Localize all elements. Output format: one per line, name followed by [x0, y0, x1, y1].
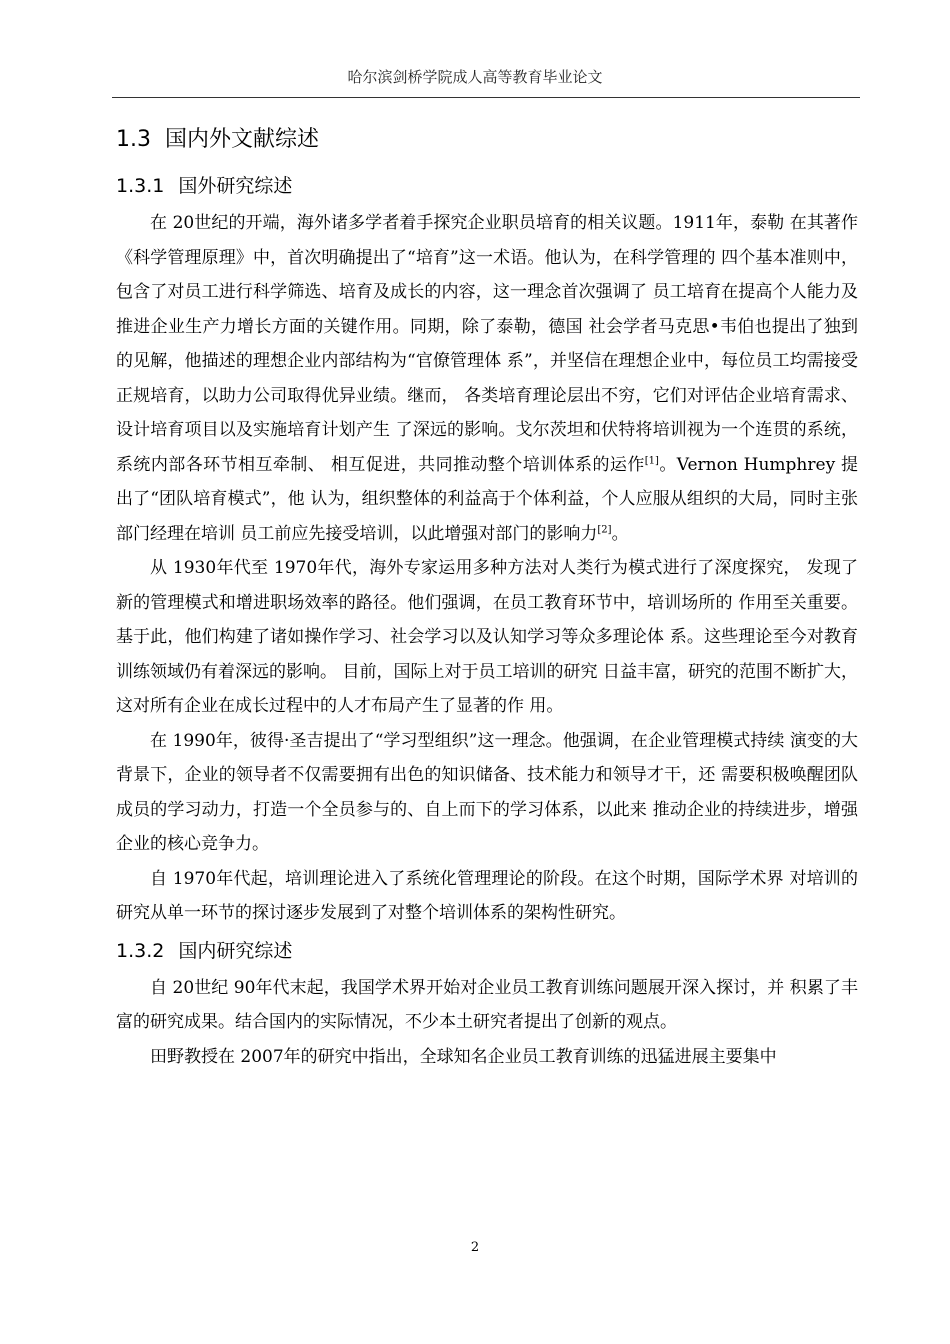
subsection-number: 1.3.2	[116, 939, 165, 962]
paragraph-1990s-domestic: 自 20世纪 90年代末起，我国学术界开始对企业员工教育训练问题展开深入探讨，并 积累了丰富的研究成果。结合国内的实际情况，不少本土研究者提出了创新的观点。	[116, 977, 858, 1032]
header-divider	[112, 97, 860, 98]
section-title: 国内外文献综述	[165, 127, 320, 152]
section-heading	[116, 118, 858, 162]
paragraph-tianye-2007: 田野教授在 2007年的研究中指出，全球知名企业员工教育训练的迅猛进展主要集中	[150, 1046, 777, 1067]
subsection-title: 国内研究综述	[178, 939, 293, 962]
document-body	[116, 118, 858, 1074]
subsection-title: 国外研究综述	[178, 175, 293, 197]
subsection-heading-domestic	[116, 931, 858, 971]
page-header: 哈尔滨剑桥学院成人高等教育毕业论文	[347, 68, 603, 86]
paragraph-1930s-1970s: 从 1930年代至 1970年代，海外专家运用多种方法对人类行为模式进行了深度探究， 发现了新的管理模式和增进职场效率的路径。他们强调，在员工教育环节中，培训场所的 作用至关重要。基于此，他们构建了诸如操作学习、社会学习以及认知学习等众多理论体 系。这些理论至今对教育训练领域仍有着深远的影响。 目前，国际上对于员工培训的研究 日益丰富，研究的范围不断扩大，这对所有企业在成长过程中的人才布局产生了显著的作 用。	[116, 558, 858, 716]
subsection-heading-foreign	[116, 166, 858, 206]
paragraph-taylor-weber: 在 20世纪的开端，海外诸多学者着手探究企业职员培育的相关议题。1911年，泰勒 在其著作《科学管理原理》中，首次明确提出了“培育”这一术语。他认为，在科学管理的 四个基本准则中，包含了对员工进行科学筛选、培育及成长的内容，这一理念首次强调了 员工培育在提高个人能力及推进企业生产力增长方面的关键作用。同期，除了泰勒，德国 社会学者马克思•韦伯也提出了独到的见解，他描述的理想企业内部结构为“官僚管理体 系”，并坚信在理想企业中，每位员工均需接受正规培育，以助力公司取得优异业绩。继而， 各类培育理论层出不穷，它们对评估企业培育需求、设计培育项目以及实施培育计划产生 了深远的影响。戈尔茨坦和伏特将培训视为一个连贯的系统，系统内部各环节相互牵制、 相互促进，共同推动整个培训体系的运作[1]。Vernon Humphrey 提出了“团队培育模式”，他 认为，组织整体的利益高于个体利益，个人应服从组织的大局，同时主张部门经理在培训 员工前应先接受培训，以此增强对部门的影响力[2]。	[116, 213, 859, 544]
citation-ref: [1]	[644, 454, 659, 466]
paragraph-1970s-systematic: 自 1970年代起，培训理论进入了系统化管理理论的阶段。在这个时期，国际学术界 对培训的研究从单一环节的探讨逐步发展到了对整个培训体系的架构性研究。	[116, 868, 858, 923]
section-number: 1.3	[116, 127, 151, 152]
subsection-number: 1.3.1	[116, 175, 165, 197]
page-number: 2	[470, 1240, 480, 1255]
paragraph-1990-senge: 在 1990年，彼得·圣吉提出了“学习型组织”这一理念。他强调，在企业管理模式持续 演变的大背景下，企业的领导者不仅需要拥有出色的知识储备、技术能力和领导才干，还 需要积极唤醒团队成员的学习动力，打造一个全员参与的、自上而下的学习体系，以此来 推动企业的持续进步，增强企业的核心竞争力。	[116, 730, 858, 854]
citation-ref: [2]	[597, 523, 612, 535]
